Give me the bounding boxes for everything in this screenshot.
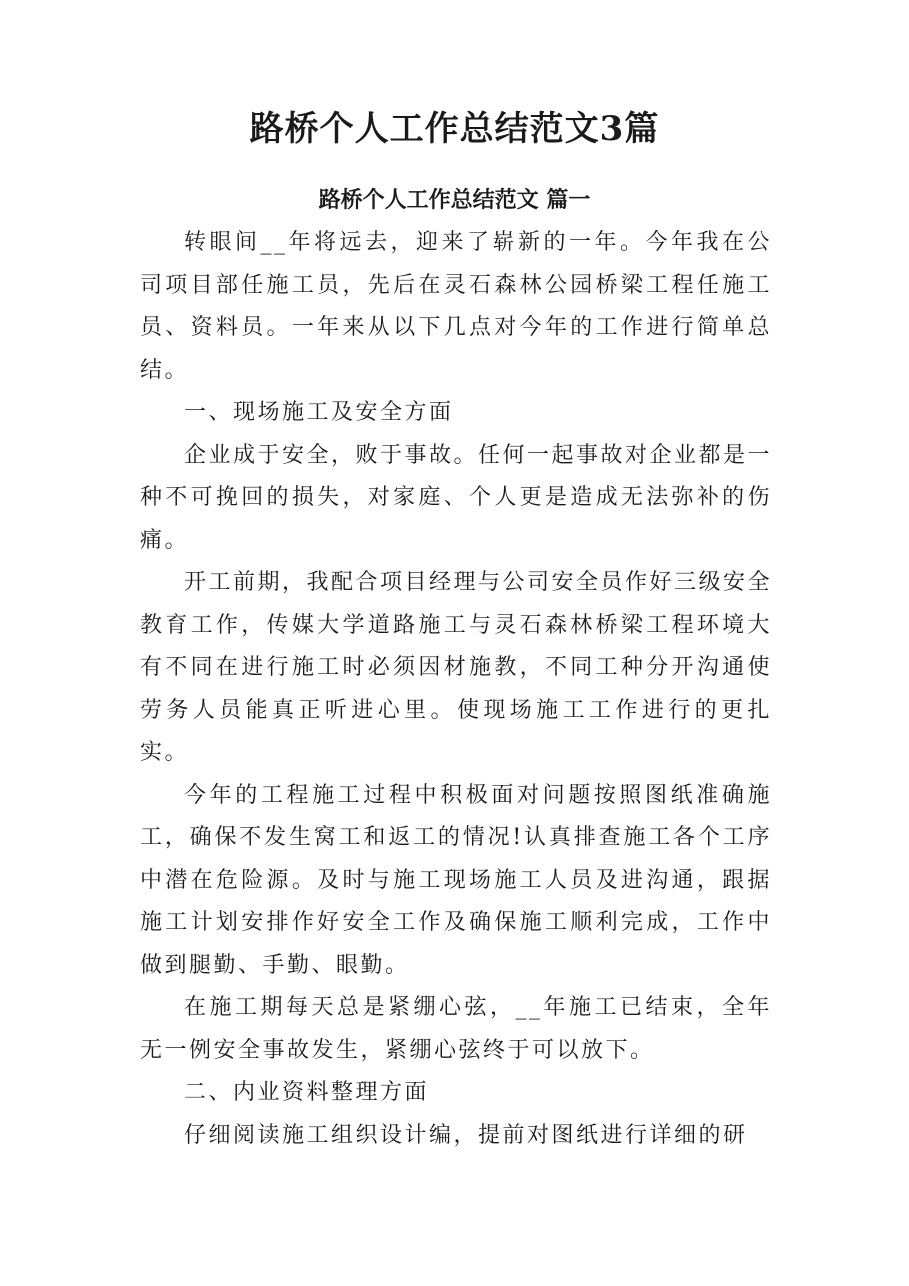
paragraph-intro: 转眼间__年将远去，迎来了崭新的一年。今年我在公司项目部任施工员，先后在灵石森林公园桥梁工程任施工员、资料员。一年来从以下几点对今年的工作进行简单总结。 — [140, 230, 772, 383]
heading-documentation: 二、内业资料整理方面 — [184, 1080, 430, 1105]
paragraph-pre-construction: 开工前期，我配合项目经理与公司安全员作好三级安全教育工作，传媒大学道路施工与灵石森林桥梁工程环境大有不同在进行施工时必须因材施教，不同工种分开沟通使劳务人员能真正听进心里。使现场施工工作进行的更扎实。 — [140, 570, 773, 765]
document-title: 路桥个人工作总结范文3篇 — [249, 109, 660, 149]
paragraph-documentation: 仔细阅读施工组织设计编，提前对图纸进行详细的研 — [184, 1122, 748, 1148]
heading-site-safety: 一、现场施工及安全方面 — [184, 400, 454, 425]
paragraph-safety-result: 在施工期每天总是紧绷心弦，__年施工已结束，全年无一例安全事故发生，紧绷心弦终于可以放下。 — [140, 995, 772, 1063]
section-title: 路桥个人工作总结范文 篇一 — [318, 187, 591, 213]
document-body — [140, 222, 772, 1157]
paragraph-construction-process: 今年的工程施工过程中积极面对问题按照图纸准确施工，确保不发生窝工和返工的情况!认真排查施工各个工序中潜在危险源。及时与施工现场施工人员及进沟通，跟据施工计划安排作好安全工作及确保施工顺利完成，工作中做到腿勤、手勤、眼勤。 — [140, 782, 772, 978]
paragraph-safety-principle: 企业成于安全，败于事故。任何一起事故对企业都是一种不可挽回的损失，对家庭、个人更是造成无法弥补的伤痛。 — [140, 442, 773, 553]
